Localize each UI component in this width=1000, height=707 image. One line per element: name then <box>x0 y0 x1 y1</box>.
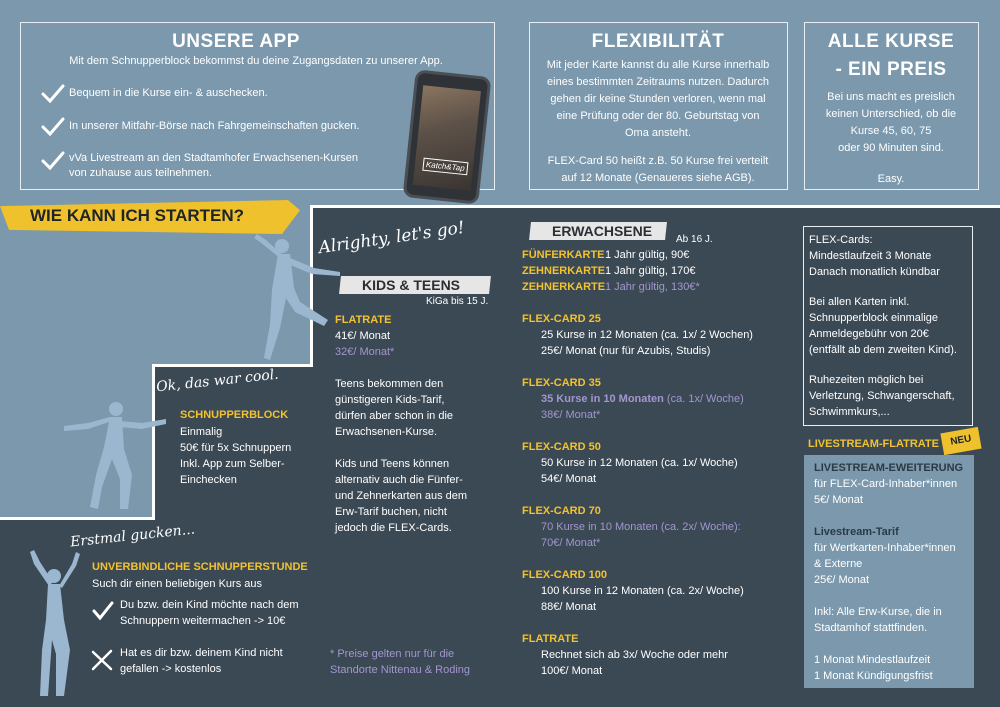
kids-flat-label: FLATRATE <box>335 314 392 326</box>
kids-flat-price-2: 32€/ Monat* <box>335 346 395 358</box>
probe-yes-1: Du bzw. dein Kind möchte nach dem <box>120 599 299 611</box>
check-icon <box>92 600 114 622</box>
erw-card-label: FÜNFERKARTE <box>522 249 605 261</box>
live-tarif-line: für Wertkarten-Inhaber*innen <box>814 542 956 554</box>
phone-app-label: Katch&Tap <box>422 158 468 176</box>
live-tarif-line: 25€/ Monat <box>814 574 870 586</box>
probe-no-2: gefallen -> kostenlos <box>120 663 222 675</box>
script-ok: Ok, das war cool. <box>155 366 280 396</box>
kids-para-line: Teens bekommen den <box>335 378 444 390</box>
erw-flat-line-1: Rechnet sich ab 3x/ Woche oder mehr <box>541 649 728 661</box>
erw-title: ERWACHSENE <box>552 223 653 239</box>
erw-card-label: ZEHNERKARTE <box>522 281 606 293</box>
erw-age: Ab 16 J. <box>676 234 713 245</box>
info-line: Danach monatlich kündbar <box>809 266 940 278</box>
live-incl-line: Stadtamhof stattfinden. <box>814 622 928 634</box>
info-line: FLEX-Cards: <box>809 234 873 246</box>
fc100-label: FLEX-CARD 100 <box>522 569 607 581</box>
flex-line: eine Prüfung oder der 80. Geburtstag von <box>556 110 760 122</box>
erw-flat-line-2: 100€/ Monat <box>541 665 603 677</box>
script-alrighty: Alrighty, let's go! <box>317 217 466 259</box>
kids-title: KIDS & TEENS <box>362 277 461 293</box>
alle-title-1: ALLE KURSE <box>827 31 955 52</box>
schnupper-line: 50€ für 5x Schnuppern <box>180 442 292 454</box>
info-line: Anmeldegebühr von 20€ <box>809 328 929 340</box>
alle-box <box>804 22 979 190</box>
flex-box <box>529 22 788 190</box>
erw-flat-label: FLATRATE <box>522 633 579 645</box>
app-item-1: Bequem in die Kurse ein- & auschecken. <box>69 87 268 99</box>
live-title: LIVESTREAM-FLATRATE <box>808 438 939 450</box>
kids-para-line: dürfen aber schon in die <box>335 410 454 422</box>
flex-line: Oma ansteht. <box>624 127 692 139</box>
stair-line <box>0 517 154 520</box>
script-erstmal: Erstmal gucken... <box>69 521 196 551</box>
live-incl-line: Inkl: Alle Erw-Kurse, die in <box>814 606 942 618</box>
live-box-text <box>814 460 963 684</box>
schnupper-line: Einchecken <box>180 474 237 486</box>
flex-text <box>530 57 786 187</box>
schnupper-title: SCHNUPPERBLOCK <box>180 409 289 421</box>
erw-card-text: 1 Jahr gültig, 90€ <box>605 249 690 261</box>
alle-line: Kurse 45, 60, 75 <box>850 125 932 137</box>
probe-no-1: Hat es dir bzw. deinem Kind nicht <box>120 647 283 659</box>
fc50-line-2: 54€/ Monat <box>541 473 597 485</box>
alle-text <box>805 89 977 188</box>
alle-easy: Easy. <box>877 173 905 185</box>
fc25-line-2: 25€/ Monat (nur für Azubis, Studis) <box>541 345 711 357</box>
fc35-line-1a: 35 Kurse in 10 Monaten <box>541 393 664 405</box>
info-line: Verletzung, Schwangerschaft, <box>809 390 955 402</box>
info-line: Schwimmkurs,... <box>809 406 890 418</box>
neu-badge: NEU <box>940 427 981 455</box>
fc35-line-1 <box>541 393 744 405</box>
phone-screen <box>413 85 481 191</box>
stair-line <box>310 205 1000 208</box>
flex-line: auf 12 Monate (Genaueres siehe AGB). <box>561 172 755 184</box>
live-tarif-title: Livestream-Tarif <box>814 526 899 538</box>
kids-para-1 <box>335 376 453 440</box>
check-icon <box>41 83 65 105</box>
dancer-figure <box>20 550 90 700</box>
app-item-2: In unserer Mitfahr-Börse nach Fahrgemeinschaften gucken. <box>69 120 360 132</box>
start-banner-text: WIE KANN ICH STARTEN? <box>30 206 245 225</box>
fc35-line-2: 38€/ Monat* <box>541 409 601 421</box>
app-title: UNSERE APP <box>172 31 300 52</box>
live-ext-title: LIVESTREAM-EWEITERUNG <box>814 462 964 474</box>
info-line: Mindestlaufzeit 3 Monate <box>809 250 932 262</box>
schnupper-line: Einmalig <box>180 426 223 438</box>
erw-card-text: 1 Jahr gültig, 130€* <box>605 281 700 293</box>
kids-para-line: günstigeren Kids-Tarif, <box>335 394 445 406</box>
fc25-label: FLEX-CARD 25 <box>522 313 601 325</box>
alle-line: Bei uns macht es preislich <box>827 91 955 103</box>
fc25-line-1: 25 Kurse in 12 Monaten (ca. 1x/ 2 Wochen) <box>541 329 753 341</box>
kids-note-1: * Preise gelten nur für die <box>330 648 455 660</box>
alle-line: keinen Unterschied, ob die <box>825 108 957 120</box>
dancer-figure <box>58 395 168 515</box>
schnupper-line: Inkl. App zum Selber- <box>180 458 285 470</box>
app-box <box>20 22 495 190</box>
check-icon <box>41 150 65 172</box>
info-box <box>803 226 973 426</box>
kids-para-line: und Zehnerkarten aus dem <box>335 490 468 502</box>
probe-sub: Such dir einen beliebigen Kurs aus <box>92 578 263 590</box>
fc70-label: FLEX-CARD 70 <box>522 505 601 517</box>
probe-title: UNVERBINDLICHE SCHNUPPERSTUNDE <box>92 561 308 573</box>
alle-line: oder 90 Minuten sind. <box>838 142 944 154</box>
info-line: (entfällt ab dem zweiten Kind). <box>809 344 957 356</box>
live-ext-line: für FLEX-Card-Inhaber*innen <box>814 478 958 490</box>
kids-age: KiGa bis 15 J. <box>426 296 489 307</box>
info-line: Bei allen Karten inkl. <box>809 296 910 308</box>
info-line: Schnupperblock einmalige <box>809 312 939 324</box>
live-min-line: 1 Monat Kündigungsfrist <box>814 670 933 682</box>
kids-para-line: Kids und Teens können <box>335 458 450 470</box>
app-item-3: vVa Livestream an den Stadtamhofer Erwachsenen-Kursen <box>69 152 359 164</box>
fc50-line-1: 50 Kurse in 12 Monaten (ca. 1x/ Woche) <box>541 457 738 469</box>
fc70-line-2: 70€/ Monat* <box>541 537 601 549</box>
kids-para-2 <box>335 456 467 536</box>
fc35-line-1b: (ca. 1x/ Woche) <box>663 393 744 405</box>
fc100-line-2: 88€/ Monat <box>541 601 597 613</box>
app-item-3b: von zuhause aus teilnehmen. <box>69 167 213 179</box>
info-line: Ruhezeiten möglich bei <box>809 374 924 386</box>
phone-image <box>403 69 492 204</box>
kids-para-line: jedoch die FLEX-Cards. <box>335 522 452 534</box>
erw-card-text: 1 Jahr gültig, 170€ <box>605 265 696 277</box>
probe-yes-2: Schnuppern weitermachen -> 10€ <box>120 615 286 627</box>
check-icon <box>41 116 65 138</box>
fc35-label: FLEX-CARD 35 <box>522 377 601 389</box>
live-ext-line: 5€/ Monat <box>814 494 863 506</box>
live-min-line: 1 Monat Mindestlaufzeit <box>814 654 931 666</box>
flex-line: Mit jeder Karte kannst du alle Kurse innerhalb <box>546 59 770 71</box>
erw-card-label: ZEHNERKARTE <box>522 265 606 277</box>
flex-line: gehen dir keine Stunden verloren, wenn mal <box>550 93 766 105</box>
kids-para-line: Erw-Tarif buchen, nicht <box>335 506 447 518</box>
flex-title: FLEXIBILITÄT <box>591 31 725 52</box>
schnupper-text <box>180 424 291 488</box>
app-subtitle: Mit dem Schnupperblock bekommst du deine Zugangsdaten zu unserer App. <box>69 55 443 67</box>
flex-line: eines bestimmten Zeitraums nutzen. Dadurch <box>547 76 769 88</box>
kids-flat-price: 41€/ Monat <box>335 330 391 342</box>
cross-icon <box>90 648 114 672</box>
kids-para-line: alternativ auch die Fünfer- <box>335 474 463 486</box>
fc100-line-1: 100 Kurse in 12 Monaten (ca. 2x/ Woche) <box>541 585 744 597</box>
fc50-label: FLEX-CARD 50 <box>522 441 601 453</box>
flex-line: FLEX-Card 50 heißt z.B. 50 Kurse frei verteilt <box>547 155 769 167</box>
fc70-line-1: 70 Kurse in 10 Monaten (ca. 2x/ Woche): <box>541 521 741 533</box>
kids-note-2: Standorte Nittenau & Roding <box>330 664 471 676</box>
alle-title-2: - EIN PREIS <box>835 59 947 80</box>
kids-para-line: Erwachsenen-Kurse. <box>335 426 438 438</box>
live-tarif-line: & Externe <box>814 558 863 570</box>
info-text <box>809 232 957 420</box>
